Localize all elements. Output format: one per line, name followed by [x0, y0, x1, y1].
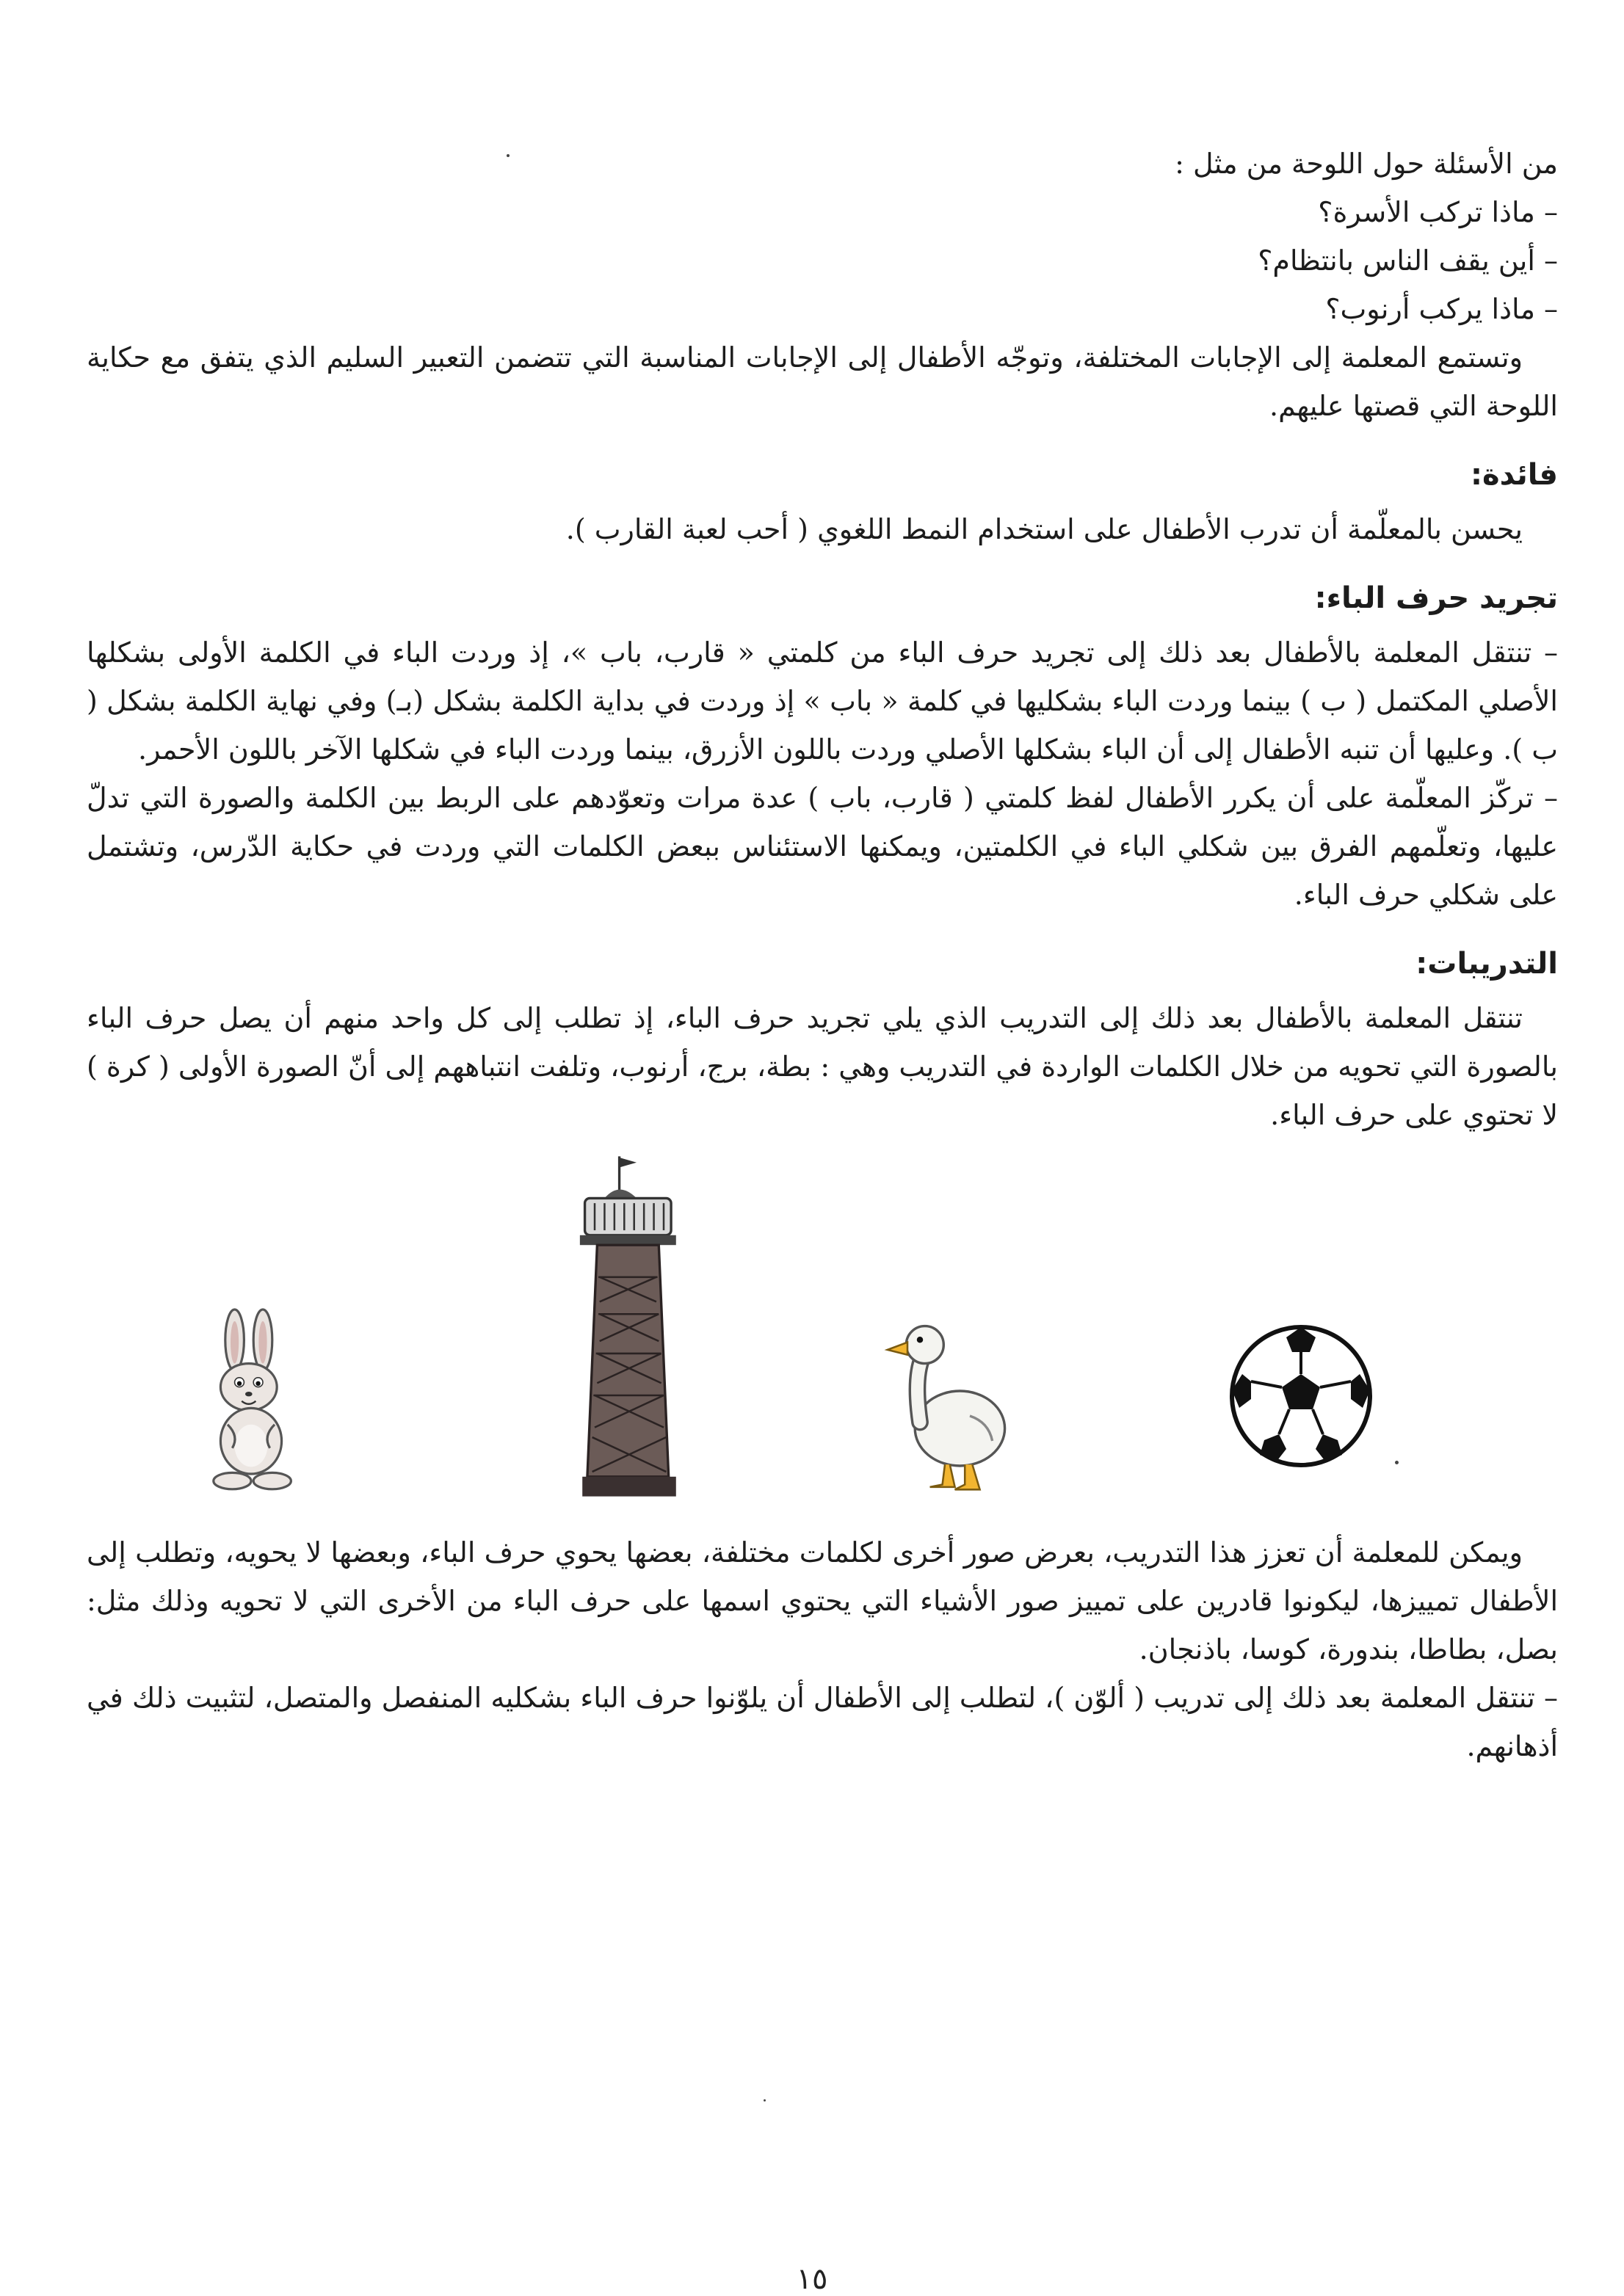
text-block: [87, 139, 1558, 1770]
question-item: – ماذا يركب أرنوب؟: [1325, 293, 1558, 325]
tadribat-paragraph: تنتقل المعلمة بالأطفال بعد ذلك إلى التدريب الذي يلي تجريد حرف الباء، إذ تطلب إلى كل واحد منهم أن يصل حرف الباء بالصورة التي تحويه من خلال الكلمات الواردة في التدريب وهي : بطة، برج، أرنوب، وتلفت انتباههم إلى أنّ الصورة الأولى ( كرة ) لا تحتوي على حرف الباء.: [87, 1002, 1558, 1131]
fayda-text: يحسن بالمعلّمة أن تدرب الأطفال على استخدام النمط اللغوي ( أحب لعبة القارب ).: [565, 513, 1523, 545]
football-picture: [1228, 1323, 1374, 1469]
tadribat-bullet: – تنتقل المعلمة بعد ذلك إلى تدريب ( ألوّن )، لتطلب إلى الأطفال أن يلوّنوا حرف الباء بشكليه المنفصل والمتصل، لتثبيت ذلك في أذهانهم.: [87, 1682, 1558, 1762]
duck-picture: [882, 1308, 1007, 1499]
tadribat-heading: التدريبات:: [1415, 947, 1558, 981]
ink-speck: [764, 2099, 766, 2101]
tower-picture: [567, 1154, 692, 1499]
question-item: – أين يقف الناس بانتظام؟: [1258, 244, 1558, 277]
tadribat-paragraph-2: ويمكن للمعلمة أن تعزز هذا التدريب، بعرض صور أخرى لكلمات مختلفة، بعضها يحوي حرف الباء، وبعضها لا يحويه، وتطلب إلى الأطفال تمييزها، ليكونوا قادرين على تمييز صور الأشياء التي يحتوي اسمها على حرف الباء من الأخرى التي لا تحويه وذلك مثل: بصل، بطاطا، بندورة، كوسا، باذنجان.: [87, 1536, 1558, 1665]
rabbit-picture: [192, 1308, 310, 1499]
fayda-heading: فائدة:: [1471, 458, 1558, 492]
intro-paragraph: وتستمع المعلمة إلى الإجابات المختلفة، وتوجّه الأطفال إلى الإجابات المناسبة التي تتضمن التعبير السليم الذي يتفق مع حكاية اللوحة التي قصتها عليهم.: [87, 341, 1558, 422]
question-item: – ماذا تركب الأسرة؟: [1318, 196, 1558, 228]
exercise-pictures: [87, 1147, 1558, 1521]
intro-line: من الأسئلة حول اللوحة من مثل :: [1175, 148, 1558, 180]
tajrid-bullet: – تنتقل المعلمة بالأطفال بعد ذلك إلى تجريد حرف الباء من كلمتي « قارب، باب »، إذ وردت الباء في الكلمة الأولى بشكلها الأصلي المكتمل ( ب ) بينما وردت الباء بشكليها في كلمة « باب » إذ وردت في بداية الكلمة بشكل (بـ) وفي نهاية الكلمة بشكل ( ب ). وعليها أن تنبه الأطفال إلى أن الباء بشكلها الأصلي وردت باللون الأزرق، بينما وردت الباء في شكلها الآخر باللون الأحمر.: [87, 636, 1558, 766]
question-list: [87, 188, 1558, 333]
tajrid-bullet: – تركّز المعلّمة على أن يكرر الأطفال لفظ كلمتي ( قارب، باب ) عدة مرات وتعوّدهم على الربط بين الكلمة والصورة التي تدلّ عليها، وتعلّمهم الفرق بين شكلي الباء في الكلمتين، ويمكنها الاستئناس ببعض الكلمات التي وردت في حكاية الدّرس، وتشتمل على شكلي حرف الباء.: [87, 782, 1558, 911]
tajrid-heading: تجريد حرف الباء:: [1314, 581, 1558, 615]
page-number: ١٥: [796, 2262, 828, 2296]
